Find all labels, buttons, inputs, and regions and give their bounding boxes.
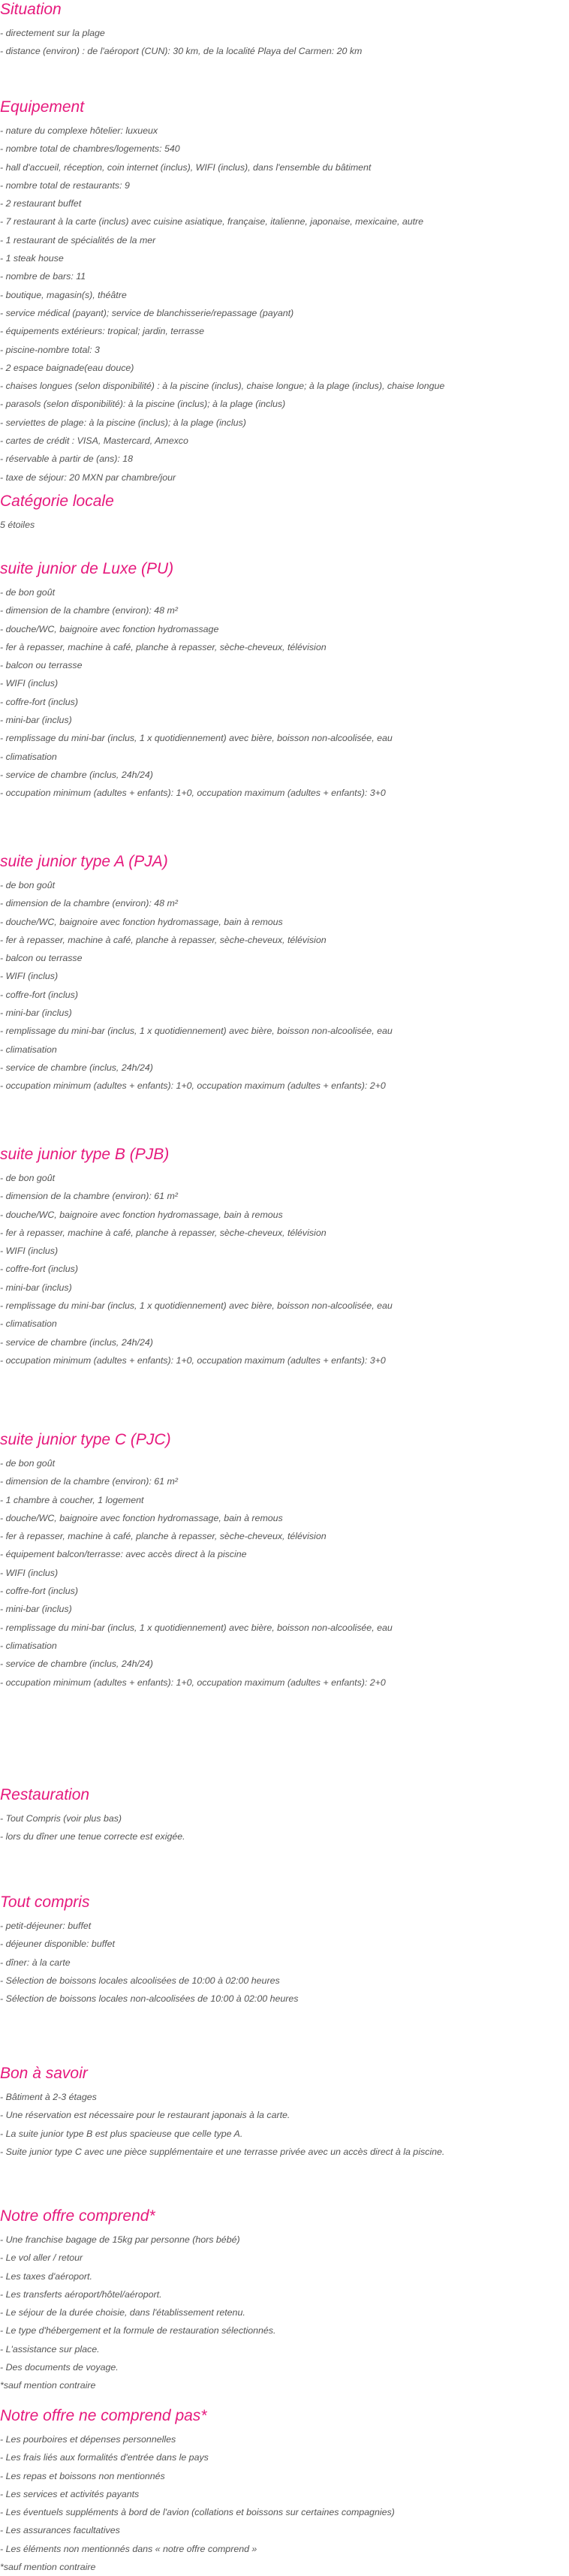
section-restauration <box>0 1785 555 1846</box>
list-item: - service de chambre (inclus, 24h/24) <box>0 1062 153 1073</box>
list-item: - Des documents de voyage. <box>0 2362 119 2373</box>
list-item: - nombre de bars: 11 <box>0 271 86 282</box>
list-item: - serviettes de plage: à la piscine (inclus); à la plage (inclus) <box>0 417 246 428</box>
list-item: *sauf mention contraire <box>0 2562 96 2573</box>
list-item: - service de chambre (inclus, 24h/24) <box>0 1659 153 1670</box>
list-item: - Le séjour de la durée choisie, dans l'établissement retenu. <box>0 2307 245 2318</box>
list-item: - Les pourboires et dépenses personnelles <box>0 2434 176 2445</box>
list-item: - service de chambre (inclus, 24h/24) <box>0 769 153 780</box>
list-item: - Une réservation est nécessaire pour le restaurant japonais à la carte. <box>0 2110 291 2121</box>
list-item: - Tout Compris (voir plus bas) <box>0 1813 122 1824</box>
list-item: - cartes de crédit : VISA, Mastercard, Amexco <box>0 435 188 447</box>
list-item: - Les frais liés aux formalités d'entrée dans le pays <box>0 2452 209 2463</box>
list-item: - WIFI (inclus) <box>0 678 59 689</box>
list-item: - mini-bar (inclus) <box>0 1008 72 1019</box>
list-item: - nombre total de restaurants: 9 <box>0 179 130 191</box>
section-lines <box>0 2231 555 2395</box>
section-lines <box>0 2430 555 2576</box>
list-item: - service médical (payant); service de blanchisserie/repassage (payant) <box>0 307 294 318</box>
list-item: - climatisation <box>0 1318 57 1330</box>
section-heading: Catégorie locale <box>0 493 114 510</box>
list-item: - 1 steak house <box>0 253 64 264</box>
list-item: - hall d'accueil, réception, coin internet (inclus), WIFI (inclus), dans l'ensemble du bâtiment <box>0 161 372 173</box>
section-lines <box>0 1169 555 1369</box>
list-item: - WIFI (inclus) <box>0 1567 59 1578</box>
list-item: - coffre-fort (inclus) <box>0 696 78 707</box>
section-heading: suite junior type B (PJB) <box>0 1146 170 1163</box>
section-offre-ne-comprend-pas <box>0 2406 555 2576</box>
list-item: - piscine-nombre total: 3 <box>0 344 100 355</box>
list-item: 5 étoiles <box>0 520 35 530</box>
list-item: - occupation minimum (adultes + enfants): 1+0, occupation maximum (adultes + enfants): 2+0 <box>0 1677 386 1688</box>
list-item: - Sélection de boissons locales alcoolisées de 10:00 à 02:00 heures <box>0 1975 280 1986</box>
list-item: - climatisation <box>0 751 57 762</box>
list-item: - remplissage du mini-bar (inclus, 1 x quotidiennement) avec bière, boisson non-alcoolisée, eau <box>0 733 393 744</box>
list-item: - petit-déjeuner: buffet <box>0 1921 92 1931</box>
list-item: - 1 restaurant de spécialités de la mer <box>0 234 156 246</box>
list-item: - équipement balcon/terrasse: avec accès direct à la piscine <box>0 1549 247 1560</box>
list-item: - remplissage du mini-bar (inclus, 1 x quotidiennement) avec bière, boisson non-alcoolisée, eau <box>0 1300 393 1312</box>
list-item: - Une franchise bagage de 15kg par personne (hors bébé) <box>0 2234 240 2245</box>
list-item: - remplissage du mini-bar (inclus, 1 x quotidiennement) avec bière, boisson non-alcoolisée, eau <box>0 1622 393 1633</box>
list-item: - Les transferts aéroport/hôtel/aéroport. <box>0 2288 162 2300</box>
section-heading: Bon à savoir <box>0 2065 88 2082</box>
list-item: - nombre total de chambres/logements: 540 <box>0 143 180 155</box>
list-item: - fer à repasser, machine à café, planche à repasser, sèche-cheveux, télévision <box>0 1531 327 1542</box>
list-item: - Les éventuels suppléments à bord de l'avion (collations et boissons sur certaines compagnies) <box>0 2507 395 2518</box>
list-item: - fer à repasser, machine à café, planche à repasser, sèche-cheveux, télévision <box>0 641 327 652</box>
list-item: - dimension de la chambre (environ): 48 m² <box>0 605 178 616</box>
section-heading: suite junior type A (PJA) <box>0 853 168 870</box>
list-item: - réservable à partir de (ans): 18 <box>0 453 133 465</box>
list-item: - 1 chambre à coucher, 1 logement <box>0 1494 144 1505</box>
list-item: - de bon goût <box>0 587 56 598</box>
list-item: - occupation minimum (adultes + enfants): 1+0, occupation maximum (adultes + enfants): 2+0 <box>0 1080 386 1092</box>
section-lines <box>0 2088 555 2161</box>
list-item: - 2 espace baignade(eau douce) <box>0 362 134 373</box>
list-item: - de bon goût <box>0 1173 56 1183</box>
section-heading: suite junior de Luxe (PU) <box>0 560 174 577</box>
list-item: - La suite junior type B est plus spacieuse que celle type A. <box>0 2128 243 2139</box>
list-item: - climatisation <box>0 1044 57 1055</box>
section-heading: Situation <box>0 1 62 18</box>
section-equipement <box>0 98 555 487</box>
list-item: - douche/WC, baignoire avec fonction hydromassage, bain à remous <box>0 1209 283 1220</box>
section-heading: Equipement <box>0 98 85 116</box>
list-item: - douche/WC, baignoire avec fonction hydromassage, bain à remous <box>0 916 283 927</box>
section-tout-compris <box>0 1893 555 2008</box>
list-item: - dîner: à la carte <box>0 1957 71 1968</box>
list-item: - mini-bar (inclus) <box>0 715 72 726</box>
list-item: - Les services et activités payants <box>0 2488 140 2499</box>
list-item: - douche/WC, baignoire avec fonction hydromassage, bain à remous <box>0 1512 283 1523</box>
list-item: - fer à repasser, machine à café, planche à repasser, sèche-cheveux, télévision <box>0 934 327 945</box>
list-item: - Les taxes d'aéroport. <box>0 2270 92 2282</box>
list-item: - dimension de la chambre (environ): 61 m² <box>0 1476 178 1487</box>
list-item: - Les éléments non mentionnés dans « notre offre comprend » <box>0 2543 257 2554</box>
list-item: - de bon goût <box>0 1458 56 1469</box>
list-item: - fer à repasser, machine à café, planche à repasser, sèche-cheveux, télévision <box>0 1227 327 1238</box>
list-item: - boutique, magasin(s), théâtre <box>0 289 127 300</box>
list-item: - service de chambre (inclus, 24h/24) <box>0 1336 153 1348</box>
list-item: - mini-bar (inclus) <box>0 1604 72 1615</box>
list-item: - occupation minimum (adultes + enfants): 1+0, occupation maximum (adultes + enfants): 3+0 <box>0 1354 386 1366</box>
section-offre-comprend <box>0 2207 555 2395</box>
list-item: - dimension de la chambre (environ): 61 m² <box>0 1191 178 1202</box>
section-pja <box>0 852 555 1095</box>
list-item: - 2 restaurant buffet <box>0 198 82 209</box>
list-item: - Le type d'hébergement et la formule de restauration sélectionnés. <box>0 2325 276 2336</box>
section-bon-a-savoir <box>0 2064 555 2161</box>
section-lines <box>0 1917 555 2008</box>
section-lines <box>0 1809 555 1846</box>
list-item: - équipements extérieurs: tropical; jardin, terrasse <box>0 326 205 337</box>
list-item: - climatisation <box>0 1640 57 1651</box>
list-item: - taxe de séjour: 20 MXN par chambre/jour <box>0 472 176 483</box>
list-item: *sauf mention contraire <box>0 2380 96 2391</box>
list-item: - 7 restaurant à la carte (inclus) avec cuisine asiatique, française, italienne, japonaise, mexicaine, autre <box>0 216 424 227</box>
section-pu <box>0 559 555 803</box>
section-heading: Notre offre comprend* <box>0 2207 155 2225</box>
list-item: - distance (environ) : de l'aéroport (CUN): 30 km, de la localité Playa del Carmen: 20 km <box>0 46 363 57</box>
section-lines <box>0 583 555 803</box>
list-item: - remplissage du mini-bar (inclus, 1 x quotidiennement) avec bière, boisson non-alcoolisée, eau <box>0 1026 393 1037</box>
section-lines <box>0 876 555 1095</box>
list-item: - Les repas et boissons non mentionnés <box>0 2470 165 2481</box>
list-item: - coffre-fort (inclus) <box>0 1264 78 1275</box>
section-heading: Restauration <box>0 1786 90 1803</box>
section-situation <box>0 0 555 61</box>
list-item: - directement sur la plage <box>0 28 105 38</box>
list-item: - Le vol aller / retour <box>0 2252 83 2264</box>
section-lines <box>0 1454 555 1692</box>
list-item: - nature du complexe hôtelier: luxueux <box>0 125 158 136</box>
section-heading: Notre offre ne comprend pas* <box>0 2407 207 2424</box>
list-item: - lors du dîner une tenue correcte est exigée. <box>0 1831 185 1842</box>
list-item: - Suite junior type C avec une pièce supplémentaire et une terrasse privée avec un accès direct à la piscine. <box>0 2146 445 2157</box>
list-item: - balcon ou terrasse <box>0 953 83 964</box>
section-heading: suite junior type C (PJC) <box>0 1431 171 1448</box>
list-item: - parasols (selon disponibilité): à la piscine (inclus); à la plage (inclus) <box>0 399 286 410</box>
list-item: - Les assurances facultatives <box>0 2525 120 2536</box>
section-heading: Tout compris <box>0 1894 90 1911</box>
section-pjc <box>0 1430 555 1692</box>
list-item: - chaises longues (selon disponibilité) : à la piscine (inclus), chaise longue; à la plage (inclus), chaise longue <box>0 381 445 392</box>
list-item: - de bon goût <box>0 880 56 890</box>
list-item: - déjeuner disponible: buffet <box>0 1939 115 1950</box>
section-lines <box>0 24 555 61</box>
list-item: - L'assistance sur place. <box>0 2343 100 2355</box>
section-lines <box>0 122 555 487</box>
list-item: - WIFI (inclus) <box>0 1246 59 1257</box>
list-item: - WIFI (inclus) <box>0 971 59 982</box>
list-item: - dimension de la chambre (environ): 48 m² <box>0 898 178 909</box>
list-item: - mini-bar (inclus) <box>0 1282 72 1293</box>
list-item: - Sélection de boissons locales non-alcoolisées de 10:00 à 02:00 heures <box>0 1993 299 2005</box>
list-item: - coffre-fort (inclus) <box>0 1586 78 1597</box>
list-item: - Bâtiment à 2-3 étages <box>0 2092 97 2102</box>
list-item: - balcon ou terrasse <box>0 660 83 671</box>
section-pjb <box>0 1145 555 1369</box>
section-categorie <box>0 492 555 534</box>
section-lines <box>0 516 555 534</box>
list-item: - douche/WC, baignoire avec fonction hydromassage <box>0 623 219 634</box>
list-item: - occupation minimum (adultes + enfants): 1+0, occupation maximum (adultes + enfants): 3+0 <box>0 788 386 799</box>
list-item: - coffre-fort (inclus) <box>0 989 78 1000</box>
